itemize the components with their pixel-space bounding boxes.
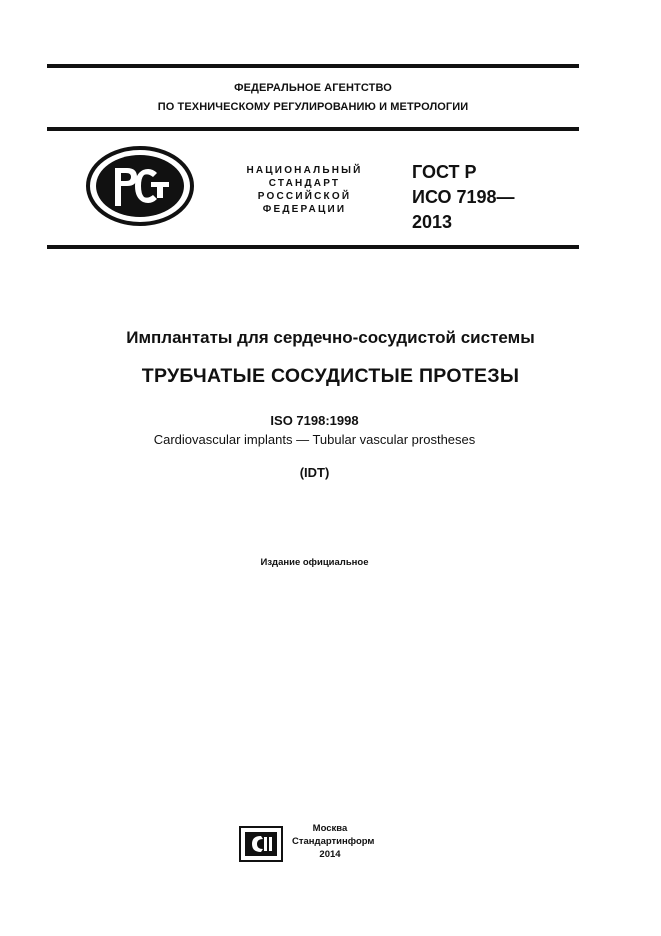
publisher-name: Стандартинформ [292,836,375,847]
agency-line-2: ПО ТЕХНИЧЕСКОМУ РЕГУЛИРОВАНИЮ И МЕТРОЛОГИИ [157,101,469,113]
iso-code: ISO 7198:1998 [270,413,359,428]
national-line-1: НАЦИОНАЛЬНЫЙ [246,165,363,176]
edition-note: Издание официальное [260,557,369,568]
national-standard-label [232,164,377,216]
national-line-3: РОССИЙСКОЙ [257,191,352,202]
designation-line-2: ИСО 7198— [412,187,515,207]
iso-title: Cardiovascular implants — Tubular vascular prostheses [153,432,476,447]
top-rule [47,64,579,68]
rst-logo [85,146,195,226]
publisher-block [292,822,375,861]
publisher-year: 2014 [319,849,341,860]
header-rule [47,127,579,131]
document-subtitle: Имплантаты для сердечно-сосудистой системы [126,328,535,347]
document-title: ТРУБЧАТЫЕ СОСУДИСТЫЕ ПРОТЕЗЫ [141,365,520,387]
agency-line-1: ФЕДЕРАЛЬНОЕ АГЕНТСТВО [234,82,392,94]
block-bottom-rule [47,245,579,249]
designation-line-3: 2013 [412,212,453,232]
publisher-city: Москва [312,823,348,834]
designation-line-1: ГОСТ Р [412,162,477,182]
national-line-2: СТАНДАРТ [268,178,341,189]
standard-designation [412,160,515,235]
national-line-4: ФЕДЕРАЦИИ [262,204,347,215]
equivalence-marker: (IDT) [299,465,330,480]
standartinform-logo [239,826,283,862]
